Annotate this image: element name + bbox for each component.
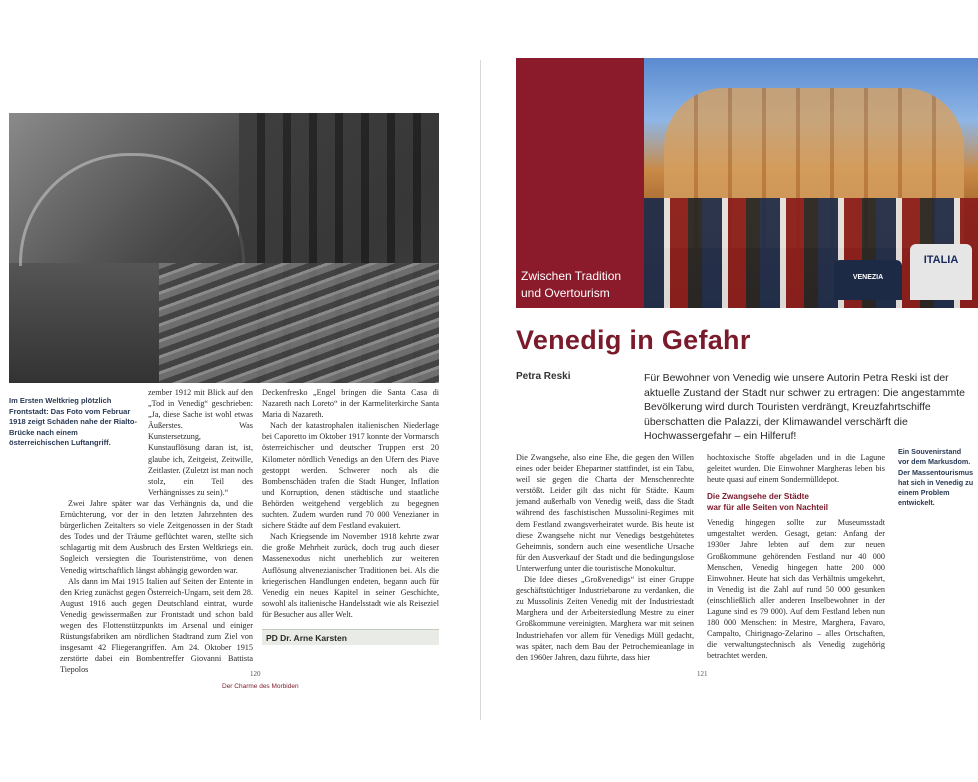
canal-water: [9, 263, 169, 383]
page-number-right: 121: [697, 670, 708, 678]
paragraph: hochtoxische Stoffe abgeladen und in die Lagune geleitet wurden. Die Einwohner Margheras leben bis heute quasi auf einem Sondermülldepot.: [707, 453, 885, 485]
paragraph: Venedig hingegen sollte zur Museumsstadt umgestaltet werden. Gesagt, getan: Anfang der 1930er Jahre lebten auf dem zur neuen Großkommune gehörenden Festland nur 40 000 Menschen, Venedig hingegen hatte 200 000 Einwohner. Heute hat sich das Verhältnis umgekehrt, in Venedig ist die Zahl auf rund 50 000 gesunken (einschließlich aller anderen Inselbewohner in der Lagune sind es 79 000). Auf dem Festland leben nun 180 000 Menschen: in Mestre, Marghera, Favaro, Campalto, Chirignago-Zelarino – alles Ortschaften, die verwaltungstechnisch als Venedig zugehörig betrachtet werden.: [707, 518, 885, 661]
kicker-line: und Overtourism: [521, 286, 610, 300]
souvenir-stand-photo: [644, 58, 978, 308]
ww1-rialto-photo: [9, 113, 439, 383]
kicker-panel: [516, 58, 644, 308]
right-column-1: [516, 452, 694, 663]
photo-caption-left: Im Ersten Weltkrieg plötzlich Frontstadt: Das Foto vom Februar 1918 zeigt Schäden nahe der Rialto-Brücke nach einem österreichischen Luftangriff.: [9, 396, 137, 447]
article-teaser: Für Bewohner von Venedig wie unsere Autorin Petra Reski ist der aktuelle Zustand der Stadt nur schwer zu ertragen: Die angestammte Bevölkerung wird durch Touristen verdrängt, Kreuzfahrtschiffe überschatten die Palazzi, der Klimawandel verschärft die Hochwassergefahr – ein Hilferuf!: [644, 372, 965, 443]
rialto-bridge: [19, 153, 245, 266]
venezia-shirt: VENEZIA: [834, 260, 902, 300]
right-column-2: [707, 452, 885, 662]
kicker-line: Zwischen Tradition: [521, 269, 622, 283]
subheading-line: war für alle Seiten von Nachteil: [707, 503, 829, 513]
paragraph: Zwei Jahre später war das Verhängnis da, und die Ernüchterung, vor der in den letzten Jahrzehnten des bürgerlichen Zeitalters so viele Zeitgenossen in der Stadt des Todes und der Träume geflüchtet waren, stellte sich schlagartig mit dem Ausbruch des Ersten Weltkriegs ein. Sogleich versiegten die Touristenströme, von denen Venedig wirtschaftlich längst abhängig geworden war.: [60, 498, 253, 575]
running-footer: Der Charme des Morbiden: [222, 683, 299, 690]
page-number-left: 120: [250, 670, 261, 678]
paragraph: Nach Kriegsende im November 1918 kehrte zwar die große Mehrheit zurück, doch trug auch dieser Massenexodus nicht unerheblich zur weiteren Auflösung altvenezianischer Traditionen bei. Als die kriegerischen Handlungen endeten, begann auch für Venedig ein neues Kapitel in seiner Geschichte, sowohl als italienische Handelsstadt wie als Reiseziel für Besucher aus aller Welt.: [262, 532, 439, 619]
subheading-line: Die Zwangsehe der Städte: [707, 492, 809, 502]
paragraph: Die Idee dieses „Großvenedigs“ ist einer Gruppe geschäftstüchtiger Industriebarone zu verdanken, die zu Mussolinis Zeiten Venedig mit der Industriestadt Marghera und der Arbeitersiedlung Mestre zu einer Großkommune vereinigten. Marghera war mit seinen Industriehafen vor allem für Venedigs Müll gedacht, was später, nach dem Bau der Petrochemieanlage in den 1960er Jahren, dazu führte, dass hier: [516, 575, 694, 662]
rubble: [159, 263, 439, 383]
italia-shirt: ITALIA: [910, 244, 972, 300]
paragraph: Deckenfresko „Engel bringen die Santa Casa di Nazareth nach Loreto“ in der Karmeliterkirche Santa Maria di Nazareth.: [262, 388, 439, 420]
photo-caption-right: Ein Souvenirstand vor dem Markusdom. Der Massentourismus hat sich in Venedig zu einem Problem entwickelt.: [898, 447, 974, 508]
paragraph: Die Zwangsehe, also eine Ehe, die gegen den Willen eines oder beider Ehepartner stattfindet, ist ein Tabu, weil sie gegen die Charta der Menschenrechte verstößt. Leider gilt das nicht für Städte. Kaum jemand außerhalb von Venedig weiß, dass die Stadt während des faschistischen Mussolini-Regimes mit dem Festland zwangsverheiratet wurde. Bis heute ist diese Zwangsehe nicht nur Venedigs bestgehütetes Geheimnis, sondern auch eine wesentliche Ursache für den Ausverkauf der Stadt und die bedingungslose Unterwerfung unter die touristische Monokultur.: [516, 453, 694, 573]
kicker: [521, 268, 621, 302]
author-byline: Petra Reski: [516, 371, 571, 382]
page-gutter: [480, 60, 481, 720]
left-column-1: [60, 387, 253, 675]
left-column-2: [262, 387, 439, 620]
paragraph: Als dann im Mai 1915 Italien auf Seiten der Entente in den Krieg zunächst gegen Österreich-Ungarn, seit dem 28. August 1916 auch gegen Deutschland eintrat, wurde Venedig gewissermaßen zur Frontstadt und schon bald wegen des Flottenstützpunkts im Arsenal und einiger Rüstungsfabriken am nördlichen Stadtrand zum Ziel von insgesamt 42 Fliegerangriffen. Am 24. Oktober 1915 zerstörte dabei ein Bombentreffer Giovanni Battista Tiepolos: [60, 576, 253, 675]
paragraph: zember 1912 mit Blick auf den „Tod in Venedig“ geschrieben: „Ja, diese Sache ist wohl etwas Äußerstes. Was Kunstersetzung, Kunstauflösung daran ist, ist, glaube ich, Zeitgeist, Zeitwille, Zeitlaster. (Zuletzt ist man noch stolz, ein Teil des Verhängnisses zu sein).“: [148, 388, 253, 497]
subheading: [707, 491, 885, 513]
article-headline: Venedig in Gefahr: [516, 325, 751, 355]
author-box-left: PD Dr. Arne Karsten: [262, 629, 439, 645]
paragraph: Nach der katastrophalen italienischen Niederlage bei Caporetto im Oktober 1917 konnte der Vormarsch österreichischer und deutscher Truppen erst 20 Kilometer nördlich Venedigs an den Ufern des Piave gestoppt werden. Schwerer noch als die Bombenschäden trafen die Stadt Hunger, Inflation und Korruption, denen städtische und staatliche Behörden weitgehend vergeblich zu begegnen suchten. Zudem wurden rund 70 000 Venezianer in sichere Städte auf dem Festland evakuiert.: [262, 421, 439, 531]
